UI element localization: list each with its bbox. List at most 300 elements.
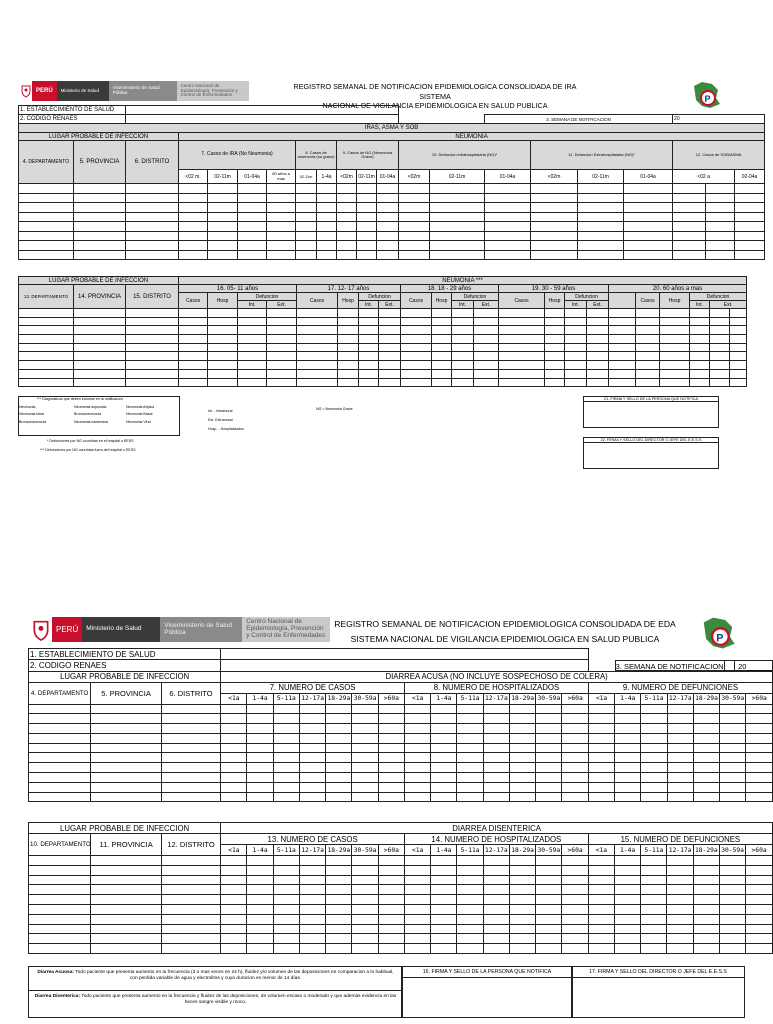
table-cell[interactable] <box>221 792 247 802</box>
table-cell[interactable] <box>706 203 735 213</box>
table-cell[interactable] <box>377 184 399 194</box>
table-cell[interactable] <box>719 934 745 944</box>
table-cell[interactable] <box>399 212 430 222</box>
table-cell[interactable] <box>430 231 485 241</box>
table-cell[interactable] <box>357 212 377 222</box>
table-cell[interactable] <box>299 763 325 773</box>
table-cell[interactable] <box>452 317 474 326</box>
table-cell[interactable] <box>74 184 126 194</box>
table-cell[interactable] <box>562 904 588 914</box>
table-row[interactable] <box>19 369 747 378</box>
table-cell[interactable] <box>545 361 565 370</box>
table-cell[interactable] <box>238 203 267 213</box>
table-cell[interactable] <box>746 904 773 914</box>
table-cell[interactable] <box>706 193 735 203</box>
table-cell[interactable] <box>399 222 430 232</box>
table-cell[interactable] <box>624 193 673 203</box>
renaes-input[interactable] <box>126 115 399 124</box>
table-cell[interactable] <box>208 222 238 232</box>
table-cell[interactable] <box>499 378 545 387</box>
table-cell[interactable] <box>509 934 535 944</box>
table-cell[interactable] <box>296 212 317 222</box>
table-cell[interactable] <box>431 914 457 924</box>
table-cell[interactable] <box>221 885 247 895</box>
table-cell[interactable] <box>379 309 401 318</box>
table-row[interactable] <box>19 184 765 194</box>
table-cell[interactable] <box>690 309 710 318</box>
table-cell[interactable] <box>457 885 483 895</box>
table-cell[interactable] <box>299 904 325 914</box>
table-cell[interactable] <box>730 309 747 318</box>
table-cell[interactable] <box>483 763 509 773</box>
table-row[interactable] <box>19 212 765 222</box>
table-cell[interactable] <box>509 724 535 734</box>
table-cell[interactable] <box>247 782 273 792</box>
table-cell[interactable] <box>404 704 430 714</box>
table-cell[interactable] <box>673 231 706 241</box>
table-cell[interactable] <box>161 792 220 802</box>
table-cell[interactable] <box>615 792 641 802</box>
table-row[interactable] <box>29 895 773 905</box>
table-cell[interactable] <box>562 773 588 783</box>
table-cell[interactable] <box>238 231 267 241</box>
table-cell[interactable] <box>91 895 161 905</box>
table-cell[interactable] <box>74 222 126 232</box>
table-cell[interactable] <box>588 904 614 914</box>
table-cell[interactable] <box>208 317 238 326</box>
table-cell[interactable] <box>247 904 273 914</box>
table-row[interactable] <box>29 733 773 743</box>
table-cell[interactable] <box>337 184 357 194</box>
table-cell[interactable] <box>91 724 161 734</box>
table-cell[interactable] <box>338 343 359 352</box>
table-cell[interactable] <box>352 792 378 802</box>
table-cell[interactable] <box>746 944 773 954</box>
table-cell[interactable] <box>221 782 247 792</box>
table-cell[interactable] <box>352 875 378 885</box>
table-row[interactable] <box>19 222 765 232</box>
table-cell[interactable] <box>379 335 401 344</box>
table-cell[interactable] <box>208 335 238 344</box>
table-cell[interactable] <box>91 704 161 714</box>
table-cell[interactable] <box>91 914 161 924</box>
table-cell[interactable] <box>614 856 640 866</box>
table-cell[interactable] <box>247 914 273 924</box>
table-cell[interactable] <box>352 733 378 743</box>
table-cell[interactable] <box>509 875 535 885</box>
table-cell[interactable] <box>588 875 614 885</box>
table-cell[interactable] <box>431 792 457 802</box>
table-cell[interactable] <box>317 241 337 251</box>
table-cell[interactable] <box>161 724 220 734</box>
table-cell[interactable] <box>588 733 614 743</box>
table-cell[interactable] <box>247 885 273 895</box>
table-cell[interactable] <box>326 944 352 954</box>
table-cell[interactable] <box>693 934 719 944</box>
table-cell[interactable] <box>29 885 91 895</box>
table-cell[interactable] <box>379 361 401 370</box>
table-cell[interactable] <box>565 343 587 352</box>
table-cell[interactable] <box>404 856 430 866</box>
table-cell[interactable] <box>667 753 693 763</box>
table-cell[interactable] <box>719 865 745 875</box>
table-cell[interactable] <box>247 753 273 763</box>
table-cell[interactable] <box>483 914 509 924</box>
table-cell[interactable] <box>641 753 667 763</box>
table-cell[interactable] <box>91 714 161 724</box>
table-cell[interactable] <box>299 914 325 924</box>
table-cell[interactable] <box>536 914 562 924</box>
table-cell[interactable] <box>19 317 74 326</box>
table-cell[interactable] <box>29 934 91 944</box>
table-cell[interactable] <box>562 865 588 875</box>
table-cell[interactable] <box>588 885 614 895</box>
table-cell[interactable] <box>483 885 509 895</box>
table-cell[interactable] <box>457 914 483 924</box>
table-cell[interactable] <box>161 763 220 773</box>
table-cell[interactable] <box>746 934 773 944</box>
table-cell[interactable] <box>29 733 91 743</box>
table-cell[interactable] <box>562 875 588 885</box>
table-cell[interactable] <box>431 714 457 724</box>
table-cell[interactable] <box>452 326 474 335</box>
table-cell[interactable] <box>667 763 693 773</box>
table-cell[interactable] <box>326 792 352 802</box>
table-cell[interactable] <box>457 924 483 934</box>
table-cell[interactable] <box>499 361 545 370</box>
table-cell[interactable] <box>474 335 499 344</box>
table-cell[interactable] <box>208 193 238 203</box>
table-cell[interactable] <box>545 317 565 326</box>
table-cell[interactable] <box>730 352 747 361</box>
table-cell[interactable] <box>29 724 91 734</box>
table-cell[interactable] <box>746 914 773 924</box>
table-cell[interactable] <box>432 317 452 326</box>
table-cell[interactable] <box>273 875 299 885</box>
table-cell[interactable] <box>719 885 745 895</box>
table-cell[interactable] <box>509 856 535 866</box>
table-cell[interactable] <box>326 924 352 934</box>
table-cell[interactable] <box>485 193 531 203</box>
table-cell[interactable] <box>710 378 730 387</box>
table-cell[interactable] <box>735 250 765 260</box>
table-cell[interactable] <box>179 231 208 241</box>
table-cell[interactable] <box>404 773 430 783</box>
table-cell[interactable] <box>238 193 267 203</box>
table-cell[interactable] <box>238 369 267 378</box>
table-cell[interactable] <box>499 317 545 326</box>
table-cell[interactable] <box>545 369 565 378</box>
table-cell[interactable] <box>719 914 745 924</box>
table-cell[interactable] <box>297 335 338 344</box>
table-cell[interactable] <box>536 773 562 783</box>
table-cell[interactable] <box>614 895 640 905</box>
table-cell[interactable] <box>720 743 746 753</box>
table-cell[interactable] <box>91 782 161 792</box>
table-cell[interactable] <box>378 885 404 895</box>
table-cell[interactable] <box>378 875 404 885</box>
table-cell[interactable] <box>29 792 91 802</box>
sign2-box[interactable] <box>571 966 745 1018</box>
table-cell[interactable] <box>179 343 208 352</box>
table-cell[interactable] <box>730 361 747 370</box>
table-cell[interactable] <box>746 792 773 802</box>
table-cell[interactable] <box>609 378 636 387</box>
table-cell[interactable] <box>474 369 499 378</box>
table-cell[interactable] <box>238 361 267 370</box>
table-cell[interactable] <box>317 193 337 203</box>
table-cell[interactable] <box>588 895 614 905</box>
table-cell[interactable] <box>352 934 378 944</box>
table-cell[interactable] <box>359 361 379 370</box>
table-cell[interactable] <box>352 704 378 714</box>
table-cell[interactable] <box>74 193 126 203</box>
table-cell[interactable] <box>457 714 483 724</box>
table-cell[interactable] <box>536 856 562 866</box>
table-cell[interactable] <box>562 792 588 802</box>
table-cell[interactable] <box>359 343 379 352</box>
table-cell[interactable] <box>690 326 710 335</box>
table-cell[interactable] <box>536 944 562 954</box>
table-cell[interactable] <box>296 203 317 213</box>
table-cell[interactable] <box>720 763 746 773</box>
table-cell[interactable] <box>401 352 432 361</box>
table-cell[interactable] <box>706 222 735 232</box>
table-cell[interactable] <box>536 724 562 734</box>
table-cell[interactable] <box>509 743 535 753</box>
table-cell[interactable] <box>667 733 693 743</box>
table-cell[interactable] <box>91 924 161 934</box>
table-cell[interactable] <box>74 203 126 213</box>
table-cell[interactable] <box>641 856 667 866</box>
table-cell[interactable] <box>735 212 765 222</box>
table-cell[interactable] <box>624 222 673 232</box>
table-cell[interactable] <box>431 885 457 895</box>
table-cell[interactable] <box>297 326 338 335</box>
table-cell[interactable] <box>221 904 247 914</box>
table-cell[interactable] <box>208 378 238 387</box>
table-cell[interactable] <box>474 352 499 361</box>
table-cell[interactable] <box>317 250 337 260</box>
table-cell[interactable] <box>378 792 404 802</box>
establecimiento-input[interactable] <box>126 106 399 115</box>
table-cell[interactable] <box>221 753 247 763</box>
table-cell[interactable] <box>690 317 710 326</box>
table-cell[interactable] <box>337 193 357 203</box>
table-cell[interactable] <box>452 335 474 344</box>
table-cell[interactable] <box>91 733 161 743</box>
table-cell[interactable] <box>432 361 452 370</box>
table-cell[interactable] <box>74 231 126 241</box>
table-cell[interactable] <box>401 361 432 370</box>
table-cell[interactable] <box>536 875 562 885</box>
table-cell[interactable] <box>326 875 352 885</box>
table-row[interactable] <box>19 352 747 361</box>
table-cell[interactable] <box>431 773 457 783</box>
table-cell[interactable] <box>378 914 404 924</box>
table-cell[interactable] <box>74 369 126 378</box>
table-cell[interactable] <box>587 378 609 387</box>
table-cell[interactable] <box>746 924 773 934</box>
table-cell[interactable] <box>357 184 377 194</box>
table-cell[interactable] <box>536 743 562 753</box>
table-cell[interactable] <box>430 241 485 251</box>
table-cell[interactable] <box>221 856 247 866</box>
table-row[interactable] <box>29 714 773 724</box>
table-cell[interactable] <box>29 782 91 792</box>
table-cell[interactable] <box>357 222 377 232</box>
table-cell[interactable] <box>377 203 399 213</box>
table-cell[interactable] <box>19 343 74 352</box>
table-cell[interactable] <box>624 212 673 222</box>
table-cell[interactable] <box>296 241 317 251</box>
table-cell[interactable] <box>483 944 509 954</box>
table-cell[interactable] <box>562 924 588 934</box>
table-cell[interactable] <box>660 326 690 335</box>
table-row[interactable] <box>29 856 773 866</box>
table-cell[interactable] <box>161 704 220 714</box>
table-cell[interactable] <box>483 856 509 866</box>
table-cell[interactable] <box>273 944 299 954</box>
table-cell[interactable] <box>457 934 483 944</box>
table-cell[interactable] <box>624 241 673 251</box>
table-cell[interactable] <box>404 875 430 885</box>
table-cell[interactable] <box>267 317 297 326</box>
table-cell[interactable] <box>326 895 352 905</box>
table-cell[interactable] <box>208 231 238 241</box>
table-cell[interactable] <box>221 714 247 724</box>
table-cell[interactable] <box>404 885 430 895</box>
table-cell[interactable] <box>536 782 562 792</box>
table-cell[interactable] <box>352 885 378 895</box>
table-cell[interactable] <box>483 743 509 753</box>
table-cell[interactable] <box>74 343 126 352</box>
table-cell[interactable] <box>641 773 667 783</box>
table-cell[interactable] <box>161 856 220 866</box>
table-cell[interactable] <box>296 222 317 232</box>
table-cell[interactable] <box>578 231 624 241</box>
table-cell[interactable] <box>483 773 509 783</box>
table-cell[interactable] <box>404 724 430 734</box>
table-cell[interactable] <box>457 763 483 773</box>
table-cell[interactable] <box>378 904 404 914</box>
table-cell[interactable] <box>673 250 706 260</box>
table-cell[interactable] <box>636 369 660 378</box>
table-cell[interactable] <box>74 361 126 370</box>
table-cell[interactable] <box>326 704 352 714</box>
table-cell[interactable] <box>706 212 735 222</box>
table-cell[interactable] <box>483 724 509 734</box>
table-cell[interactable] <box>208 352 238 361</box>
table-cell[interactable] <box>536 792 562 802</box>
table-cell[interactable] <box>485 250 531 260</box>
table-cell[interactable] <box>378 895 404 905</box>
table-cell[interactable] <box>404 914 430 924</box>
table-cell[interactable] <box>578 212 624 222</box>
table-cell[interactable] <box>379 343 401 352</box>
table-cell[interactable] <box>296 193 317 203</box>
table-cell[interactable] <box>74 326 126 335</box>
table-cell[interactable] <box>267 335 297 344</box>
table-cell[interactable] <box>29 944 91 954</box>
table-cell[interactable] <box>719 944 745 954</box>
table-cell[interactable] <box>379 378 401 387</box>
table-cell[interactable] <box>667 865 693 875</box>
table-cell[interactable] <box>401 378 432 387</box>
table-cell[interactable] <box>614 885 640 895</box>
table-cell[interactable] <box>238 326 267 335</box>
table-cell[interactable] <box>238 250 267 260</box>
table-cell[interactable] <box>536 704 562 714</box>
table-cell[interactable] <box>746 763 773 773</box>
table-cell[interactable] <box>499 369 545 378</box>
table-cell[interactable] <box>338 335 359 344</box>
table-cell[interactable] <box>673 212 706 222</box>
table-cell[interactable] <box>431 934 457 944</box>
table-cell[interactable] <box>317 203 337 213</box>
table-cell[interactable] <box>509 733 535 743</box>
table-cell[interactable] <box>531 241 578 251</box>
table-cell[interactable] <box>562 944 588 954</box>
table-row[interactable] <box>29 724 773 734</box>
table-cell[interactable] <box>221 704 247 714</box>
table-cell[interactable] <box>588 934 614 944</box>
table-cell[interactable] <box>710 335 730 344</box>
table-cell[interactable] <box>161 782 220 792</box>
table-cell[interactable] <box>562 763 588 773</box>
table-cell[interactable] <box>667 944 693 954</box>
table-cell[interactable] <box>693 904 719 914</box>
table-row[interactable] <box>29 782 773 792</box>
table-cell[interactable] <box>317 231 337 241</box>
table-cell[interactable] <box>483 865 509 875</box>
table-cell[interactable] <box>587 317 609 326</box>
table-cell[interactable] <box>641 934 667 944</box>
table-row[interactable] <box>29 763 773 773</box>
table-cell[interactable] <box>509 924 535 934</box>
table-cell[interactable] <box>297 378 338 387</box>
table-cell[interactable] <box>247 773 273 783</box>
table-cell[interactable] <box>565 361 587 370</box>
table-cell[interactable] <box>357 241 377 251</box>
table-cell[interactable] <box>499 343 545 352</box>
table-cell[interactable] <box>614 914 640 924</box>
table-cell[interactable] <box>126 222 179 232</box>
table-cell[interactable] <box>615 724 641 734</box>
table-cell[interactable] <box>667 914 693 924</box>
table-cell[interactable] <box>660 369 690 378</box>
table-cell[interactable] <box>337 203 357 213</box>
table-cell[interactable] <box>457 895 483 905</box>
table-cell[interactable] <box>326 753 352 763</box>
table-cell[interactable] <box>317 222 337 232</box>
table-cell[interactable] <box>161 865 220 875</box>
table-cell[interactable] <box>352 944 378 954</box>
table-cell[interactable] <box>359 309 379 318</box>
table-cell[interactable] <box>474 378 499 387</box>
table-cell[interactable] <box>483 934 509 944</box>
table-cell[interactable] <box>338 326 359 335</box>
table-cell[interactable] <box>378 944 404 954</box>
table-cell[interactable] <box>179 317 208 326</box>
table-cell[interactable] <box>660 378 690 387</box>
table-cell[interactable] <box>247 895 273 905</box>
table-cell[interactable] <box>404 934 430 944</box>
table-cell[interactable] <box>267 241 296 251</box>
table-cell[interactable] <box>588 914 614 924</box>
table-cell[interactable] <box>273 924 299 934</box>
table-cell[interactable] <box>562 914 588 924</box>
